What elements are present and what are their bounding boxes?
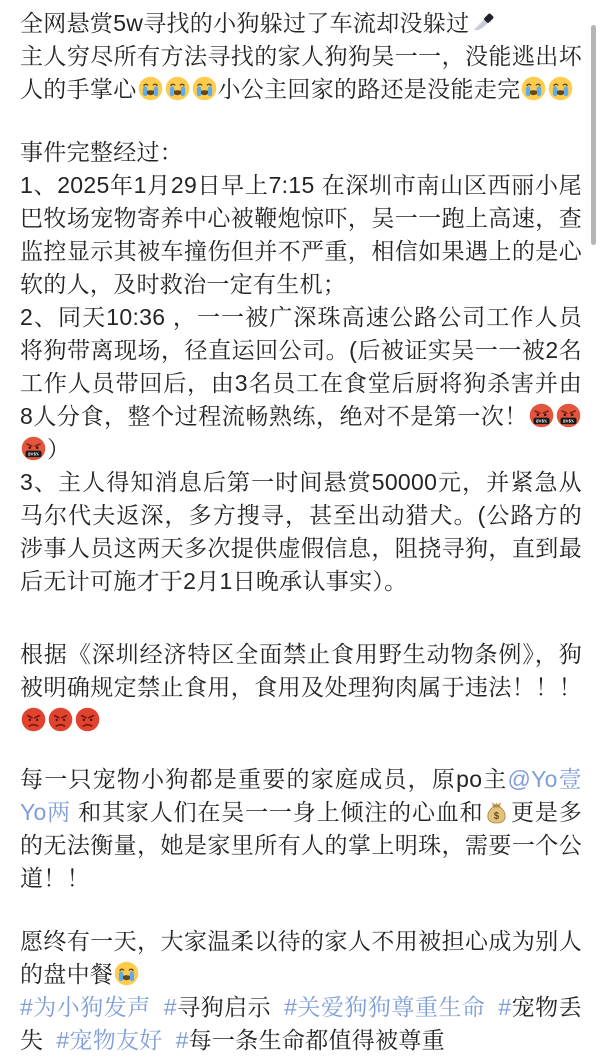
text-run: 和其家人们在吴一一身上倾注的心血和 xyxy=(71,799,484,825)
rage-emoji xyxy=(556,403,581,428)
svg-text:@#$%: @#$% xyxy=(563,420,574,425)
p-family xyxy=(20,763,582,895)
crying-emoji xyxy=(114,961,139,986)
text-run: 更是多的无法衡量，她是家里所有人的掌上明珠，需要一个公道！！ xyxy=(20,799,582,891)
crying-emoji xyxy=(521,76,546,101)
text-run: 全网悬赏5w寻找的小狗躲过了车流却没躲过 xyxy=(20,10,470,36)
text-run: 2、同天10:36 ，一一被广深珠高速公路公司工作人员将狗带离现场，径直运回公司。(后被证实吴一一被2名工作人员带回后，由3名员工在食堂后厨将狗杀害并由8人分食，整个过程流畅熟练，绝对不是第一次！ xyxy=(20,304,582,429)
hashtag-text: 宠物丢失 xyxy=(20,994,582,1053)
text-run: 1、2025年1月29日早上7:15 在深圳市南山区西丽小尾巴牧场宠物寄养中心被鞭炮惊吓，吴一一跑上高速，查监控显示其被车撞伤但并不严重，相信如果遇上的是心软的人，及时救治一定有生机； xyxy=(20,172,582,297)
hashtag-hash: # xyxy=(163,994,177,1020)
hashtag-link[interactable]: #关爱狗狗尊重生命 xyxy=(284,994,486,1020)
text-run: 愿终有一天，大家温柔以待的家人不用被担心成为别人的盘中餐 xyxy=(20,928,582,987)
svg-text:@#$%: @#$% xyxy=(536,420,547,425)
text-run: ） xyxy=(47,436,71,462)
hashtag-link[interactable] xyxy=(176,1027,445,1053)
moneybag-emoji xyxy=(484,799,509,824)
hashtag-link[interactable]: #宠物友好 xyxy=(56,1027,163,1053)
hashtag-hash: # xyxy=(175,1027,189,1053)
hashtag-link[interactable] xyxy=(164,994,271,1020)
text-run: 3、主人得知消息后第一时间悬赏50000元，并紧急从马尔代夫返深，多方搜寻，甚至出动猎犬。(公路方的涉事人员这两天多次提供虚假信息，阻挠寻狗，直到最后无计可施才于2月1日晚承认事实）。 xyxy=(20,469,582,594)
text-run: 主人穷尽所有方法寻找的家人狗狗吴一一，没能逃出坏人的手掌心 xyxy=(20,43,582,102)
text-run: 事件完整经过： xyxy=(20,139,184,165)
hashtag-hash: # xyxy=(498,994,512,1020)
text-run: 每一只宠物小狗都是重要的家庭成员，原po主 xyxy=(20,766,508,792)
text-run: 根据《深圳经济特区全面禁止食用野生动物条例》，狗被明确规定禁止食用，食用及处理狗肉属于违法！！！ xyxy=(20,641,582,700)
knife-emoji xyxy=(470,10,495,35)
scrollbar-thumb[interactable] xyxy=(591,25,596,245)
crying-emoji xyxy=(138,76,163,101)
rage-emoji xyxy=(21,436,46,461)
p-title xyxy=(20,7,582,106)
crying-emoji xyxy=(548,76,573,101)
p-wish xyxy=(20,925,582,991)
mention-link[interactable]: @Yo壹Yo两 xyxy=(20,766,582,825)
hashtag-link[interactable]: #为小狗发声 xyxy=(20,994,151,1020)
p-events xyxy=(20,136,582,598)
p-law xyxy=(20,638,582,737)
crying-emoji xyxy=(192,76,217,101)
p-hashtags xyxy=(20,991,582,1057)
rage-emoji xyxy=(529,403,554,428)
angry-emoji xyxy=(21,707,46,732)
svg-text:@#$%: @#$% xyxy=(28,453,39,458)
svg-text:$: $ xyxy=(494,811,500,823)
angry-emoji xyxy=(48,707,73,732)
hashtag-text: 寻狗启示 xyxy=(176,994,272,1020)
crying-emoji xyxy=(165,76,190,101)
text-run: 小公主回家的路还是没能走完 xyxy=(217,76,521,102)
angry-emoji xyxy=(75,707,100,732)
hashtag-text: 每一条生命都值得被尊重 xyxy=(188,1027,446,1053)
